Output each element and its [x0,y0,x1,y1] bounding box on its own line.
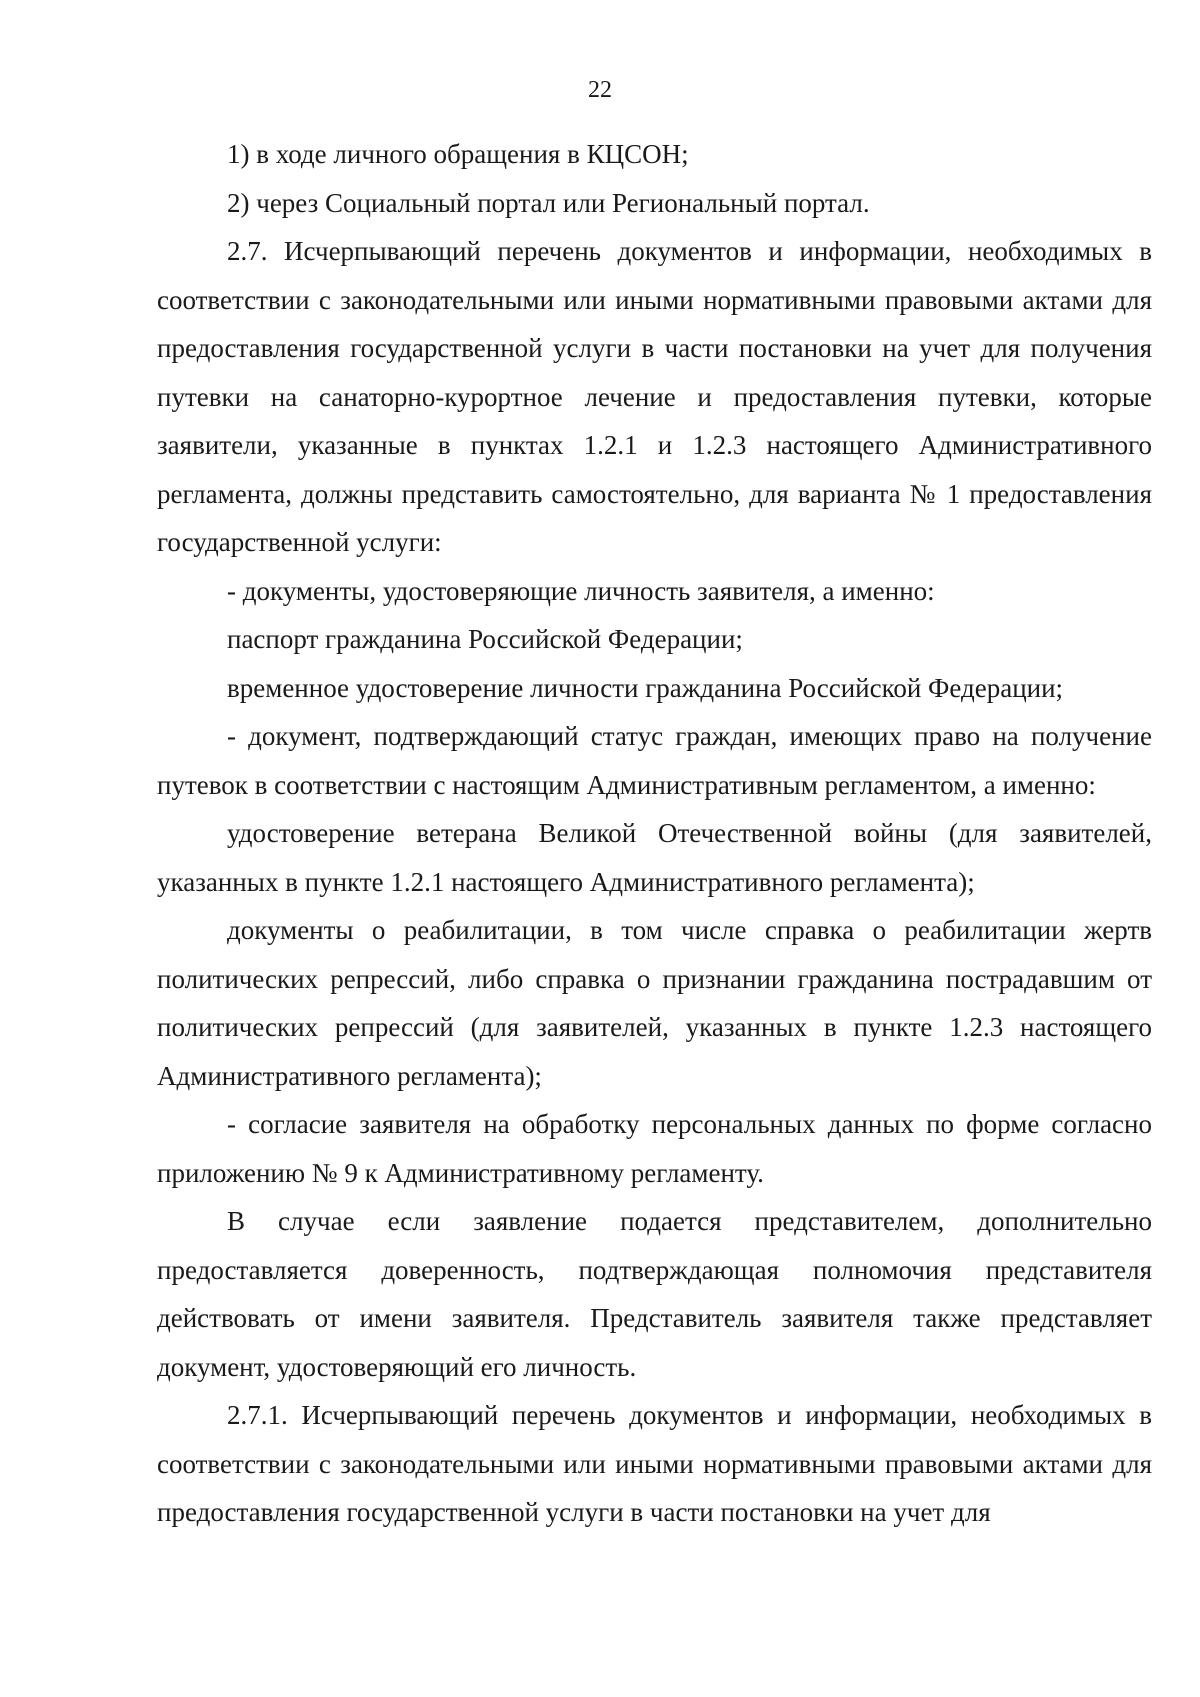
status-document-item: - документ, подтверждающий статус граждан, имеющих право на получение путевок в соответствии с настоящим Административным регламентом, а именно: [157,721,1152,800]
identity-documents-item: - документы, удостоверяющие личность заявителя, а именно: [227,575,935,606]
list-item-2: 2) через Социальный портал или Региональный портал. [227,187,870,218]
document-body [157,130,1152,1537]
page-number: 22 [588,77,612,103]
rehabilitation-documents-item: документы о реабилитации, в том числе справка о реабилитации жертв политических репрессий, либо справка о признании гражданина пострадавшим от политических репрессий (для заявителей, указанных в пункте 1.2.3 настоящего Административного регламента); [157,915,1152,1091]
list-item-1: 1) в ходе личного обращения в КЦСОН; [227,139,689,169]
section-2-7-paragraph: 2.7. Исчерпывающий перечень документов и информации, необходимых в соответствии с законодательными или иными нормативными правовыми актами для предоставления государственной услуги в части постановки на учет для получения путевки на санаторно-курортное лечение и предоставления путевки, которые заявители, указанные в пунктах 1.2.1 и 1.2.3 настоящего Административного регламента, должны представить самостоятельно, для варианта № 1 предоставления государственной услуги: [157,236,1152,557]
consent-item: - согласие заявителя на обработку персональных данных по форме согласно приложению № 9 к Административному регламенту. [157,1109,1152,1188]
representative-paragraph: В случае если заявление подается представителем, дополнительно предоставляется доверенность, подтверждающая полномочия представителя действовать от имени заявителя. Представитель заявителя также представляет документ, удостоверяющий его личность. [157,1206,1152,1382]
passport-item: паспорт гражданина Российской Федерации; [227,624,743,654]
veteran-certificate-item: удостоверение ветерана Великой Отечественной войны (для заявителей, указанных в пункте 1.2.1 настоящего Административного регламента); [157,818,1152,897]
section-2-7-1-paragraph: 2.7.1. Исчерпывающий перечень документов и информации, необходимых в соответствии с законодательными или иными нормативными правовыми актами для предоставления государственной услуги в части постановки на учет для [157,1400,1152,1527]
temporary-id-item: временное удостоверение личности гражданина Российской Федерации; [227,672,1064,703]
